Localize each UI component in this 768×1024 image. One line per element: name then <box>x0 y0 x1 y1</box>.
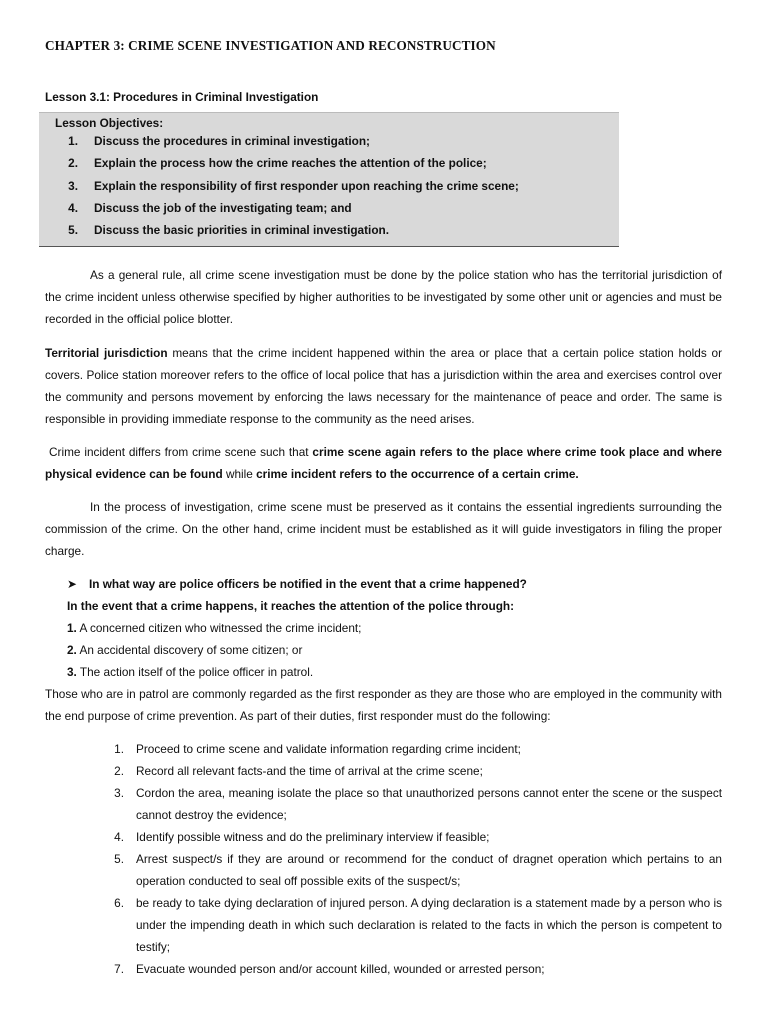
duty-number: 4. <box>114 830 124 844</box>
crime-incident-definition: crime incident refers to the occurrence of a certain crime. <box>256 467 579 481</box>
paragraph-process: In the process of investigation, crime scene must be preserved as it contains the essential ingredients surrounding the commission of the crime. On the other hand, crime incident must be established as it will guide investigators in filing the proper charge. <box>45 500 722 558</box>
duty-item <box>109 848 722 892</box>
duty-number: 1. <box>114 742 124 756</box>
way-number: 1. <box>67 621 77 635</box>
objective-item <box>55 223 519 245</box>
chapter-title: CHAPTER 3: CRIME SCENE INVESTIGATION AND RECONSTRUCTION <box>45 38 496 53</box>
objective-number: 4. <box>68 200 78 215</box>
way-item <box>67 665 313 679</box>
objective-item <box>55 179 519 201</box>
objective-number: 3. <box>68 178 78 193</box>
duty-item <box>109 892 722 958</box>
paragraph-territorial-jurisdiction <box>45 342 722 430</box>
question-line <box>67 577 527 591</box>
objective-item <box>55 156 519 178</box>
duty-number: 7. <box>114 962 124 976</box>
way-text: The action itself of the police officer in patrol. <box>76 665 314 679</box>
objective-text: Explain the process how the crime reaches the attention of the police; <box>94 156 487 171</box>
objective-text: Discuss the job of the investigating team; and <box>94 200 352 215</box>
duty-text: Record all relevant facts-and the time of arrival at the crime scene; <box>136 764 483 778</box>
duty-text: Evacuate wounded person and/or account killed, wounded or arrested person; <box>136 962 545 976</box>
objective-number: 1. <box>68 134 78 148</box>
duty-item <box>109 760 722 782</box>
duty-number: 6. <box>114 896 124 910</box>
duty-item <box>109 958 722 980</box>
first-responder-duties-list <box>109 738 722 980</box>
duty-item <box>109 826 722 848</box>
paragraph-first-responder: Those who are in patrol are commonly regarded as the first responder as they are those who are employed in the community with the end purpose of crime prevention. As part of their duties, first responder must do the following: <box>45 687 722 723</box>
term-territorial-jurisdiction: Territorial jurisdiction <box>45 346 168 360</box>
paragraph-crime-incident <box>45 441 722 485</box>
paragraph-text: means that the crime incident happened within the area or place that a certain police station holds or covers. Police station moreover refers to the office of local police that has a jurisdiction within the area and exercises control over the community and persons movement by enforcing the laws necessary for the maintenance of peace and order. The same is responsible in providing immediate response to the community as the need arises. <box>45 346 722 426</box>
objective-number: 2. <box>68 156 78 171</box>
objective-number: 5. <box>68 223 78 238</box>
duty-text: Cordon the area, meaning isolate the place so that unauthorized persons cannot enter the scene or the suspect cannot destroy the evidence; <box>136 786 722 822</box>
duty-number: 2. <box>114 764 124 778</box>
lesson-objectives-box <box>39 112 619 247</box>
lesson-title: Lesson 3.1: Procedures in Criminal Investigation <box>45 90 319 104</box>
objective-item <box>55 201 519 223</box>
objective-text: Discuss the procedures in criminal investigation; <box>94 134 370 148</box>
way-text: An accidental discovery of some citizen; or <box>76 643 303 657</box>
objectives-list <box>55 134 519 245</box>
paragraph-general-rule: As a general rule, all crime scene investigation must be done by the police station who has the territorial jurisdiction of the crime incident unless otherwise specified by higher authorities to be investigated by some other unit or agencies and must be recorded in the official police blotter. <box>45 268 722 326</box>
paragraph-text: Crime incident differs from crime scene such that <box>49 445 313 459</box>
duty-item <box>109 782 722 826</box>
way-item <box>67 621 361 635</box>
arrow-bullet-icon: ➤ <box>67 577 77 591</box>
objectives-heading: Lesson Objectives: <box>55 116 164 130</box>
objective-text: Explain the responsibility of first responder upon reaching the crime scene; <box>94 178 519 193</box>
duty-number: 3. <box>114 786 124 800</box>
duty-item <box>109 738 722 760</box>
question-text: In what way are police officers be notified in the event that a crime happened? <box>89 577 527 591</box>
duty-number: 5. <box>114 852 124 866</box>
paragraph-text: while <box>222 467 257 481</box>
way-number: 2. <box>67 643 77 657</box>
duty-text: Arrest suspect/s if they are around or recommend for the conduct of dragnet operation which pertains to an operation conducted to seal off possible exits of the suspect/s; <box>136 852 722 888</box>
objective-item <box>55 134 519 156</box>
objective-text: Discuss the basic priorities in criminal investigation. <box>94 223 390 238</box>
answer-heading: In the event that a crime happens, it reaches the attention of the police through: <box>67 599 515 613</box>
way-number: 3. <box>67 665 77 679</box>
duty-text: be ready to take dying declaration of injured person. A dying declaration is a statement made by a person who is under the impending death in which such declaration is related to the facts in which the person is competent to testify; <box>136 896 722 954</box>
crime-scene-definition: crime scene again refers to the place where crime took place and where physical evidence can be found <box>45 445 722 481</box>
way-text: A concerned citizen who witnessed the crime incident; <box>76 621 362 635</box>
duty-text: Proceed to crime scene and validate information regarding crime incident; <box>136 742 521 756</box>
way-item <box>67 643 302 657</box>
duty-text: Identify possible witness and do the preliminary interview if feasible; <box>136 830 490 844</box>
